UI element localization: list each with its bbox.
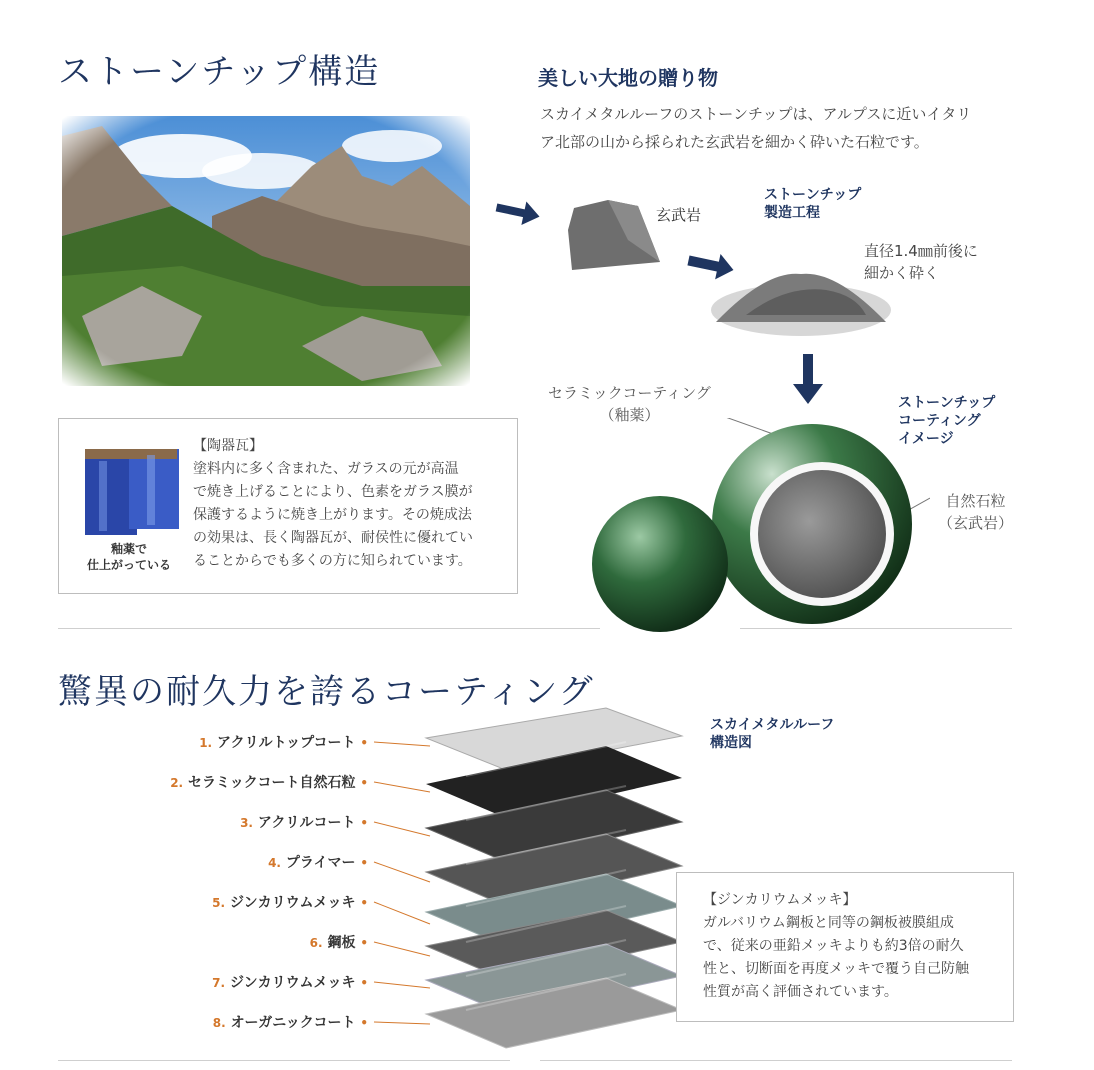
divider (58, 628, 600, 629)
arrow-right-icon (494, 198, 542, 230)
layer-label: 7. ジンカリウムメッキ • (212, 975, 368, 991)
divider (540, 1060, 1012, 1061)
intro-text: スカイメタルルーフのストーンチップは、アルプスに近いイタリ ア北部の山から採られた玄武岩を細かく砕いた石粒です。 (540, 105, 972, 151)
ceramic-tile-image (79, 435, 183, 541)
zinc-description: 【ジンカリウムメッキ】 ガルバリウム鋼板と同等の鋼板被膜組成 で、従来の亜鉛メッキよりも約3倍の耐久 性と、切断面を再度メッキで覆う自己防触 性質が高く評価されています。 (703, 892, 969, 1000)
coating-spheres-image (590, 418, 930, 642)
heading-gift: 美しい大地の贈り物 (538, 66, 718, 90)
layer-label: 6. 鋼板 • (309, 935, 368, 951)
section-title-coating: 驚異の耐久力を誇るコーティング (58, 672, 595, 712)
tile-caption: 釉薬で 仕上がっている (86, 542, 171, 572)
section-title-stone-chip: ストーンチップ構造 (58, 52, 381, 92)
divider (58, 1060, 510, 1061)
diagram-title: スカイメタルルーフ 構造図 (710, 717, 835, 751)
crush-note: 直径1.4㎜前後に 細かく砕く (864, 242, 978, 282)
coating-title: ストーンチップ コーティング イメージ (898, 395, 996, 447)
natural-stone-label: 自然石粒 （玄武岩） (938, 492, 1014, 532)
zinc-plating-info-box (676, 872, 1014, 1022)
layer-label: 5. ジンカリウムメッキ • (212, 895, 368, 911)
roof-layers-diagram (366, 706, 696, 1070)
layer-label: 3. アクリルコート • (240, 815, 368, 831)
divider (740, 628, 1012, 629)
layer-label: 2. セラミックコート自然石粒 • (170, 775, 368, 791)
layer-label: 1. アクリルトップコート • (199, 735, 368, 751)
mountain-photo (62, 116, 470, 386)
arrow-down-icon (792, 354, 824, 410)
ceramic-tile-info-box (58, 418, 518, 594)
basalt-label: 玄武岩 (656, 206, 702, 224)
process-title: ストーンチップ 製造工程 (764, 187, 862, 221)
layer-label: 4. プライマー • (268, 855, 368, 871)
ceramic-label: セラミックコーティング （釉薬） (548, 384, 711, 424)
basalt-rock-image (568, 200, 664, 276)
layer-label: 8. オーガニックコート • (212, 1015, 368, 1031)
tile-description: 【陶器瓦】 塗料内に多く含まれた、ガラスの元が高温 で焼き上げることにより、色素をガラス膜が 保護するように焼き上がります。その焼成法 の効果は、長く陶器瓦が、耐侯性に優れてい ることからでも多くの方に知られています。 (193, 438, 473, 569)
